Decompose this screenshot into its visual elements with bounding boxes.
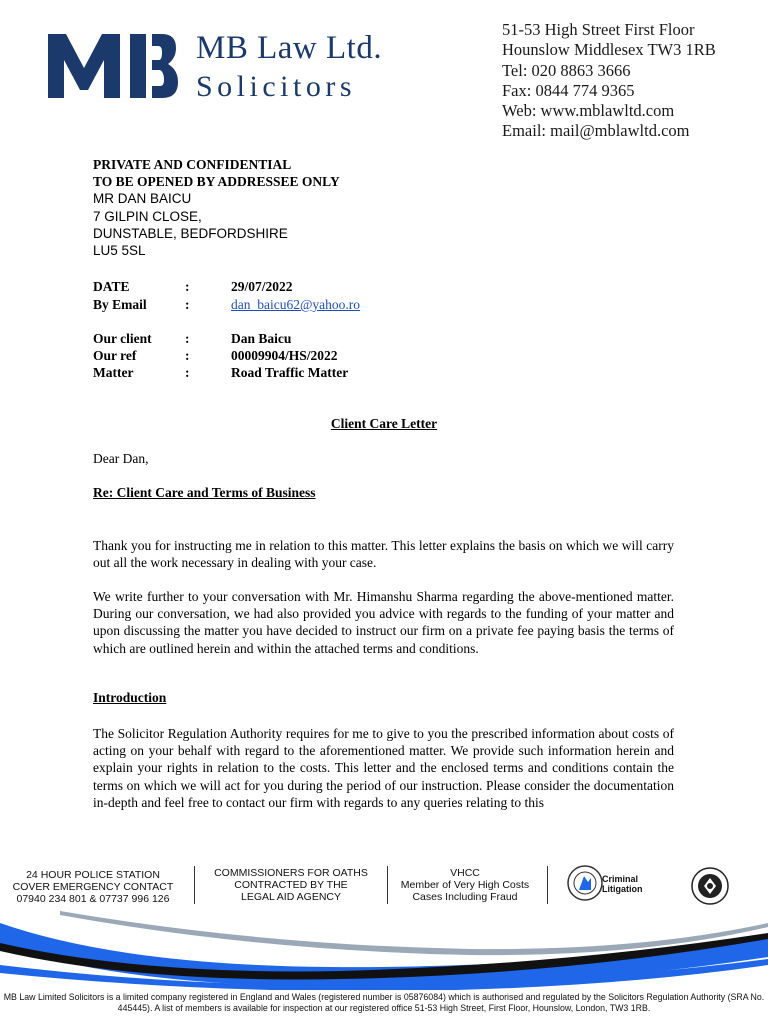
footer-wave-graphic (0, 905, 768, 990)
colon: : (185, 348, 190, 363)
website-line[interactable]: Web: www.mblawltd.com (502, 101, 675, 121)
footer-line: COVER EMERGENCY CONTACT (12, 880, 174, 893)
date-value: 29/07/2022 (231, 279, 293, 294)
paragraph-instruction: Thank you for instructing me in relation to this matter. This letter explains the basis on which we will carry out all the work necessary in dealing with your case. (93, 538, 674, 571)
footer-line: COMMISSIONERS FOR OATHS (214, 867, 368, 879)
police-station-contact (10, 870, 176, 905)
re-heading: Re: Client Care and Terms of Business (93, 485, 316, 500)
introduction-heading: Introduction (93, 690, 167, 705)
client-value: Dan Baicu (231, 331, 292, 346)
ref-value: 00009904/HS/2022 (231, 348, 338, 363)
firm-name: MB Law Ltd. (196, 30, 383, 66)
footer-line: 24 HOUR POLICE STATION (26, 869, 160, 881)
address-line: 51-53 High Street First Floor (502, 20, 695, 39)
recipient-email-link[interactable]: dan_baicu62@yahoo.ro (231, 297, 361, 312)
law-society-badge-icon (566, 864, 604, 902)
salutation: Dear Dan, (93, 451, 149, 466)
fax-line: Fax: 0844 774 9365 (502, 80, 635, 100)
matter-label: Matter (93, 365, 134, 380)
footer-line: Member of Very High Costs (400, 878, 530, 891)
footer-line: CONTRACTED BY THE (234, 878, 348, 891)
confidential-notice: PRIVATE AND CONFIDENTIAL (93, 157, 292, 172)
email-label: By Email (93, 297, 147, 312)
badge-text: Litigation (602, 884, 643, 894)
letter-title: Client Care Letter (330, 416, 438, 431)
footer-phone: 07940 234 801 & 07737 996 126 (16, 892, 170, 905)
colon: : (185, 297, 190, 312)
criminal-litigation-label (602, 874, 643, 894)
footer-line: LEGAL AID AGENCY (241, 890, 341, 903)
colon: : (185, 365, 190, 380)
mb-logo-mark (48, 34, 178, 98)
footer-divider (387, 866, 388, 904)
paragraph-introduction: The Solicitor Regulation Authority requires for me to give to you the prescribed information about costs of acting on your behalf with regard to the aforementioned matter. We provide such information herein and explain your rights in relation to the costs. This letter and the enclosed terms and conditions contain the terms on which we will act for you during the period of our instruction. Please consider the documentation in-depth and feel free to contact our firm with regards to any queries relating to this (93, 726, 674, 810)
vhcc-membership (392, 868, 538, 903)
badge-text: Criminal (602, 874, 639, 884)
recipient-name: MR DAN BAICU (93, 191, 192, 207)
commissioners-for-oaths (206, 868, 376, 903)
footer-line: Cases Including Fraud (412, 890, 518, 903)
recipient-block (93, 156, 340, 259)
colon: : (185, 331, 190, 346)
recipient-address-2: DUNSTABLE, BEDFORDSHIRE (93, 225, 288, 241)
client-label: Our client (93, 331, 152, 346)
addressee-only-notice: TO BE OPENED BY ADDRESSEE ONLY (93, 174, 340, 190)
footer-line: VHCC (450, 867, 480, 879)
company-registration-notice: MB Law Limited Solicitors is a limited company registered in England and Wales (registered number is 05876084) which is authorised and regulated by the Solicitors Regulation Authority (SRA No. 445445). A list of members is available for inspection at our registered office 51-53 High Street, First Floor, Hounslow, London, TW3 1RB. (3, 992, 765, 1013)
firm-address-block (502, 20, 716, 142)
date-label: DATE (93, 279, 130, 294)
legal-aid-badge-icon (690, 866, 730, 906)
colon: : (185, 279, 190, 294)
address-line: Hounslow Middlesex TW3 1RB (502, 40, 716, 60)
ref-label: Our ref (93, 348, 137, 363)
footer-divider (547, 866, 548, 904)
footer-divider (194, 866, 195, 904)
firm-subtitle: Solicitors (196, 70, 357, 103)
paragraph-conversation: We write further to your conversation with Mr. Himanshu Sharma regarding the above-mentioned matter. During our conversation, we had also provided you advice with regards to the funding of your matter and upon discussing the matter you have decided to instruct our firm on a private fee paying basis the terms of which are outlined herein and within the attached terms and conditions. (93, 589, 674, 656)
phone-line: Tel: 020 8863 3666 (502, 60, 631, 80)
email-line[interactable]: Email: mail@mblawltd.com (502, 121, 690, 141)
matter-value: Road Traffic Matter (231, 365, 349, 380)
recipient-postcode: LU5 5SL (93, 243, 146, 259)
recipient-address-1: 7 GILPIN CLOSE, (93, 208, 202, 224)
